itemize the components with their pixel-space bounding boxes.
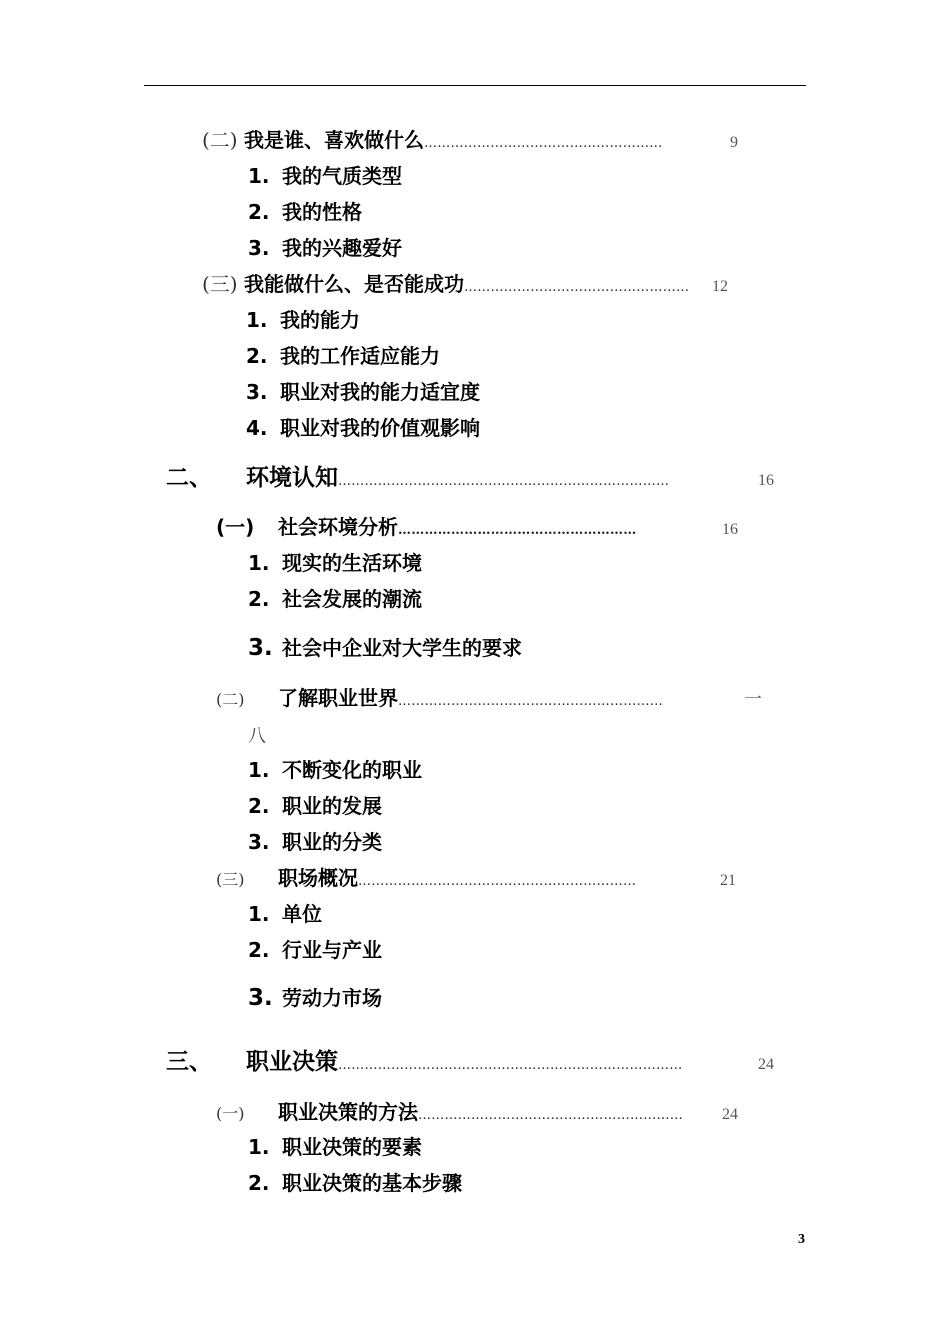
toc-item[interactable] bbox=[248, 934, 382, 963]
toc-page-number: 21 bbox=[720, 872, 736, 889]
toc-item[interactable] bbox=[248, 1167, 462, 1196]
toc-item-title: 单位 bbox=[282, 902, 322, 926]
toc-entry-section[interactable] bbox=[202, 268, 728, 297]
toc-item-title: 职业对我的价值观影响 bbox=[280, 416, 480, 440]
toc-item-number: 2. bbox=[248, 938, 270, 962]
toc-item[interactable] bbox=[248, 898, 322, 927]
toc-title: 我能做什么、是否能成功 bbox=[244, 272, 464, 296]
toc-item[interactable] bbox=[248, 754, 422, 783]
toc-item-title: 不断变化的职业 bbox=[282, 758, 422, 782]
toc-title: 了解职业世界 bbox=[278, 686, 398, 710]
toc-title: 环境认知 bbox=[246, 465, 338, 491]
toc-item-title: 我的兴趣爱好 bbox=[282, 236, 402, 260]
toc-item[interactable] bbox=[246, 304, 360, 333]
toc-item-number: 1. bbox=[248, 902, 270, 926]
toc-label: (二) bbox=[202, 128, 238, 152]
toc-leader-dots: …………………………………………………… bbox=[398, 694, 663, 709]
toc-entry-chapter[interactable] bbox=[166, 1043, 774, 1076]
toc-page-number: 一 bbox=[744, 689, 762, 709]
toc-page-number-continued: 八 bbox=[248, 726, 266, 747]
toc-item[interactable] bbox=[248, 547, 422, 576]
toc-leader-dots: ……………………………………………… bbox=[424, 136, 663, 151]
toc-label: (三) bbox=[202, 272, 238, 296]
toc-leader-dots: …………………………………………………………………… bbox=[338, 1058, 683, 1073]
toc-item-number: 2. bbox=[248, 1171, 270, 1195]
toc-item-number: 1. bbox=[248, 551, 270, 575]
toc-entry-section[interactable] bbox=[216, 862, 736, 891]
toc-page-number: 16 bbox=[758, 472, 774, 489]
header-rule bbox=[144, 85, 806, 86]
toc-item[interactable] bbox=[246, 340, 440, 369]
toc-item-title: 劳动力市场 bbox=[282, 986, 382, 1010]
toc-item[interactable] bbox=[248, 160, 402, 189]
toc-item-number: 3. bbox=[248, 635, 273, 661]
toc-label: (三) bbox=[216, 870, 245, 889]
toc-item-title: 现实的生活环境 bbox=[282, 551, 422, 575]
toc-item[interactable] bbox=[248, 982, 382, 1011]
toc-item-title: 我的工作适应能力 bbox=[280, 344, 440, 368]
toc-item[interactable] bbox=[246, 376, 480, 405]
toc-title: 社会环境分析 bbox=[278, 515, 398, 539]
toc-item[interactable] bbox=[248, 1131, 422, 1160]
toc-item-number: 3. bbox=[246, 380, 268, 404]
toc-item[interactable] bbox=[248, 632, 522, 661]
toc-title: 我是谁、喜欢做什么 bbox=[244, 128, 424, 152]
toc-page-number: 12 bbox=[712, 278, 728, 295]
toc-page-number: 24 bbox=[722, 1106, 738, 1123]
toc-item[interactable] bbox=[248, 790, 382, 819]
toc-title: 职业决策 bbox=[246, 1049, 338, 1075]
toc-entry-section[interactable] bbox=[216, 1096, 738, 1125]
toc-page-number: 24 bbox=[758, 1056, 774, 1073]
toc-item-number: 3. bbox=[248, 236, 270, 260]
toc-item[interactable] bbox=[246, 412, 480, 441]
toc-item-title: 职业的发展 bbox=[282, 794, 382, 818]
toc-label: (一) bbox=[216, 515, 255, 539]
toc-item[interactable] bbox=[248, 826, 382, 855]
page-number: 3 bbox=[798, 1232, 805, 1247]
toc-item-title: 职业决策的要素 bbox=[282, 1135, 422, 1159]
toc-page-number: 9 bbox=[730, 134, 738, 151]
toc-item-number: 3. bbox=[248, 985, 273, 1011]
toc-item-title: 职业对我的能力适宜度 bbox=[280, 380, 480, 404]
toc-leader-dots: ………………………………………………………………… bbox=[338, 474, 670, 489]
toc-leader-dots: ……………………………………………… bbox=[398, 523, 637, 538]
toc-entry-chapter[interactable] bbox=[166, 459, 774, 492]
toc-label: (二) bbox=[216, 690, 245, 709]
toc-item-number: 2. bbox=[248, 200, 270, 224]
toc-entry-section[interactable] bbox=[216, 682, 762, 711]
toc-item-title: 我的气质类型 bbox=[282, 164, 402, 188]
toc-chapter-label: 二、 bbox=[166, 465, 212, 491]
toc-leader-dots: ……………………………………………………… bbox=[358, 874, 637, 889]
toc-item-title: 社会中企业对大学生的要求 bbox=[282, 636, 522, 660]
toc-item[interactable] bbox=[248, 232, 402, 261]
toc-chapter-label: 三、 bbox=[166, 1049, 212, 1075]
toc-item-number: 4. bbox=[246, 416, 268, 440]
toc-item[interactable] bbox=[248, 583, 422, 612]
toc-item-number: 1. bbox=[248, 758, 270, 782]
toc-leader-dots: …………………………………………… bbox=[464, 280, 690, 295]
toc-item-number: 3. bbox=[248, 830, 270, 854]
toc-item-title: 职业决策的基本步骤 bbox=[282, 1171, 462, 1195]
toc-item-title: 社会发展的潮流 bbox=[282, 587, 422, 611]
toc-item-title: 职业的分类 bbox=[282, 830, 382, 854]
toc-item[interactable] bbox=[248, 196, 362, 225]
toc-title: 职场概况 bbox=[278, 866, 358, 890]
toc-item-number: 2. bbox=[248, 587, 270, 611]
toc-entry-section[interactable] bbox=[216, 511, 738, 540]
toc-item-title: 行业与产业 bbox=[282, 938, 382, 962]
toc-title: 职业决策的方法 bbox=[278, 1100, 418, 1124]
toc-item-number: 2. bbox=[248, 794, 270, 818]
toc-item-number: 2. bbox=[246, 344, 268, 368]
toc-page-number: 16 bbox=[722, 521, 738, 538]
toc-entry-section[interactable] bbox=[202, 124, 738, 153]
toc-leader-dots: …………………………………………………… bbox=[418, 1108, 683, 1123]
toc-item-number: 1. bbox=[248, 1135, 270, 1159]
toc-item-title: 我的能力 bbox=[280, 308, 360, 332]
toc-item-number: 1. bbox=[246, 308, 268, 332]
toc-item-title: 我的性格 bbox=[282, 200, 362, 224]
toc-item-number: 1. bbox=[248, 164, 270, 188]
toc-label: (一) bbox=[216, 1104, 245, 1123]
